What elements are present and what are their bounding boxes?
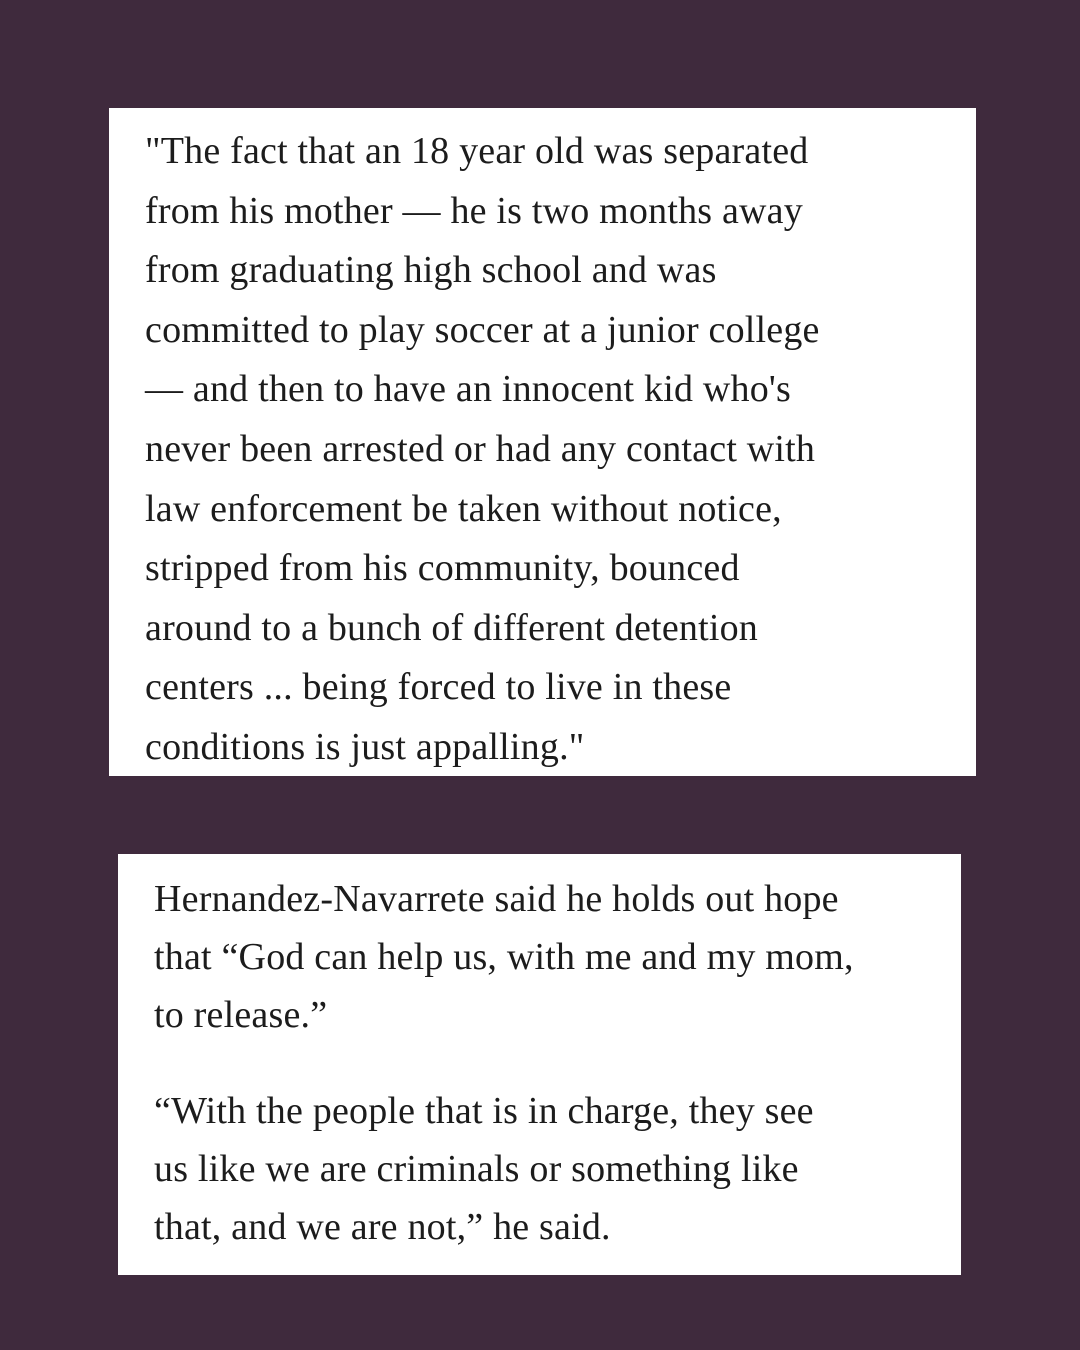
quote-line: conditions is just appalling." <box>145 725 585 768</box>
quote-text <box>145 122 956 778</box>
paragraph-line: Hernandez-Navarrete said he holds out hope <box>154 878 839 920</box>
paragraph-line: that “God can help us, with me and my mom, <box>154 936 854 978</box>
quote-line: from his mother — he is two months away <box>145 189 803 232</box>
paragraph-hope <box>154 870 941 1044</box>
quote-line: around to a bunch of different detention <box>145 606 758 649</box>
paragraph-line: us like we are criminals or something like <box>154 1148 799 1190</box>
paragraph-quote <box>154 1082 941 1256</box>
paragraph-line: to release.” <box>154 994 328 1036</box>
quote-line: — and then to have an innocent kid who's <box>145 368 791 411</box>
quote-card-hernandez-navarrete <box>118 854 961 1275</box>
quote-line: never been arrested or had any contact with <box>145 427 816 470</box>
quote-line: law enforcement be taken without notice, <box>145 487 782 530</box>
quote-line: centers ... being forced to live in these <box>145 666 732 709</box>
quote-card-attorney <box>109 108 976 776</box>
paragraph-line: that, and we are not,” he said. <box>154 1206 611 1248</box>
paragraph-line: “With the people that is in charge, they see <box>154 1090 814 1132</box>
quote-line: committed to play soccer at a junior college <box>145 308 820 351</box>
paragraph-spacer <box>154 1044 941 1082</box>
quote-line: "The fact that an 18 year old was separated <box>145 130 809 172</box>
quote-line: from graduating high school and was <box>145 249 717 292</box>
quote-line: stripped from his community, bounced <box>145 547 740 590</box>
